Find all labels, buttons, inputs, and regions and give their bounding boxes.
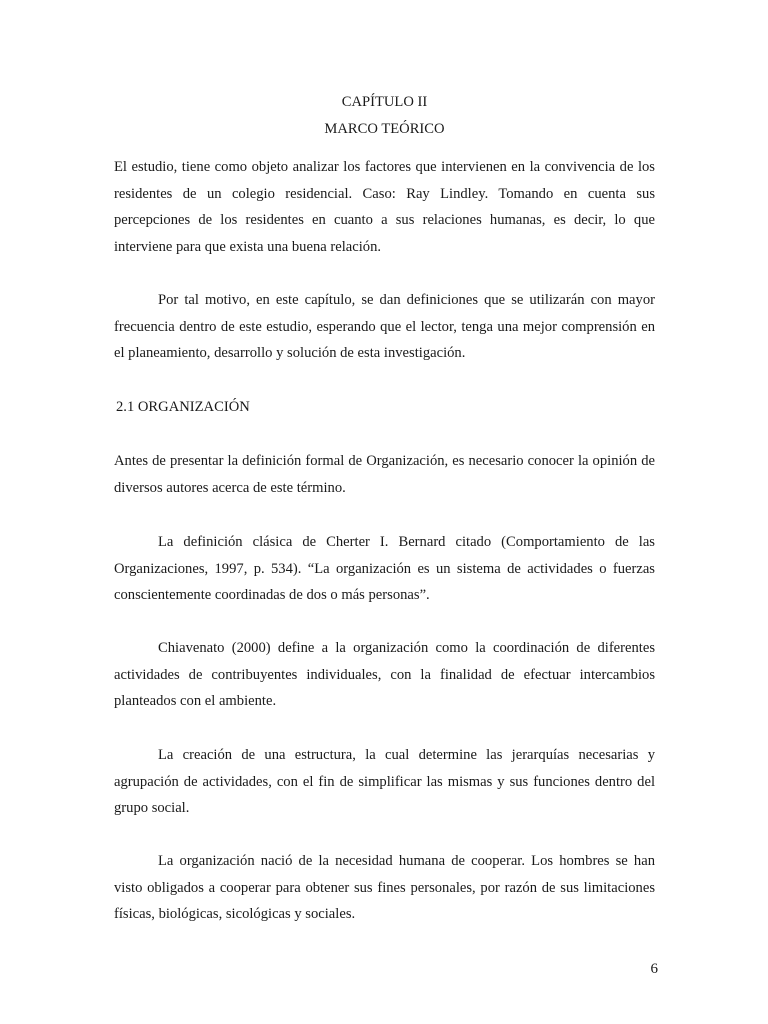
bernard-paragraph: La definición clásica de Cherter I. Bernard citado (Comportamiento de las Organizaciones, 1997, p. 534). “La organización es un sistema de actividades o fuerzas conscientemente coordinadas de dos o más personas”. — [114, 534, 655, 604]
estructura-paragraph: La creación de una estructura, la cual determine las jerarquías necesarias y agrupación de actividades, con el fin de simplificar las mismas y sus funciones dentro del grupo social. — [114, 747, 655, 817]
chapter-title: MARCO TEÓRICO — [324, 121, 445, 137]
intro-paragraph: El estudio, tiene como objeto analizar los factores que intervienen en la convivencia de los residentes de un colegio residencial. Caso: Ray Lindley. Tomando en cuenta sus percepciones de los residentes en cuanto a sus relaciones humanas, es decir, lo que interviene para que exista una buena relación. — [114, 159, 655, 255]
chiavenato-paragraph: Chiavenato (2000) define a la organización como la coordinación de diferentes actividades de contribuyentes individuales, con la finalidad de efectuar intercambios planteados con el ambiente. — [114, 640, 655, 710]
page-number: 6 — [650, 961, 658, 977]
motivo-paragraph: Por tal motivo, en este capítulo, se dan definiciones que se utilizarán con mayor frecuencia dentro de este estudio, esperando que el lector, tenga una mejor comprensión en el planeamiento, desarrollo y solución de esta investigación. — [114, 292, 655, 362]
antes-paragraph: Antes de presentar la definición formal de Organización, es necesario conocer la opinión de diversos autores acerca de este término. — [114, 453, 655, 496]
section-heading: 2.1 ORGANIZACIÓN — [116, 399, 250, 415]
necesidad-paragraph: La organización nació de la necesidad humana de cooperar. Los hombres se han visto obligados a cooperar para obtener sus fines personales, por razón de sus limitaciones físicas, biológicas, sicológicas y sociales. — [114, 853, 655, 923]
chapter-number: CAPÍTULO II — [341, 94, 428, 110]
